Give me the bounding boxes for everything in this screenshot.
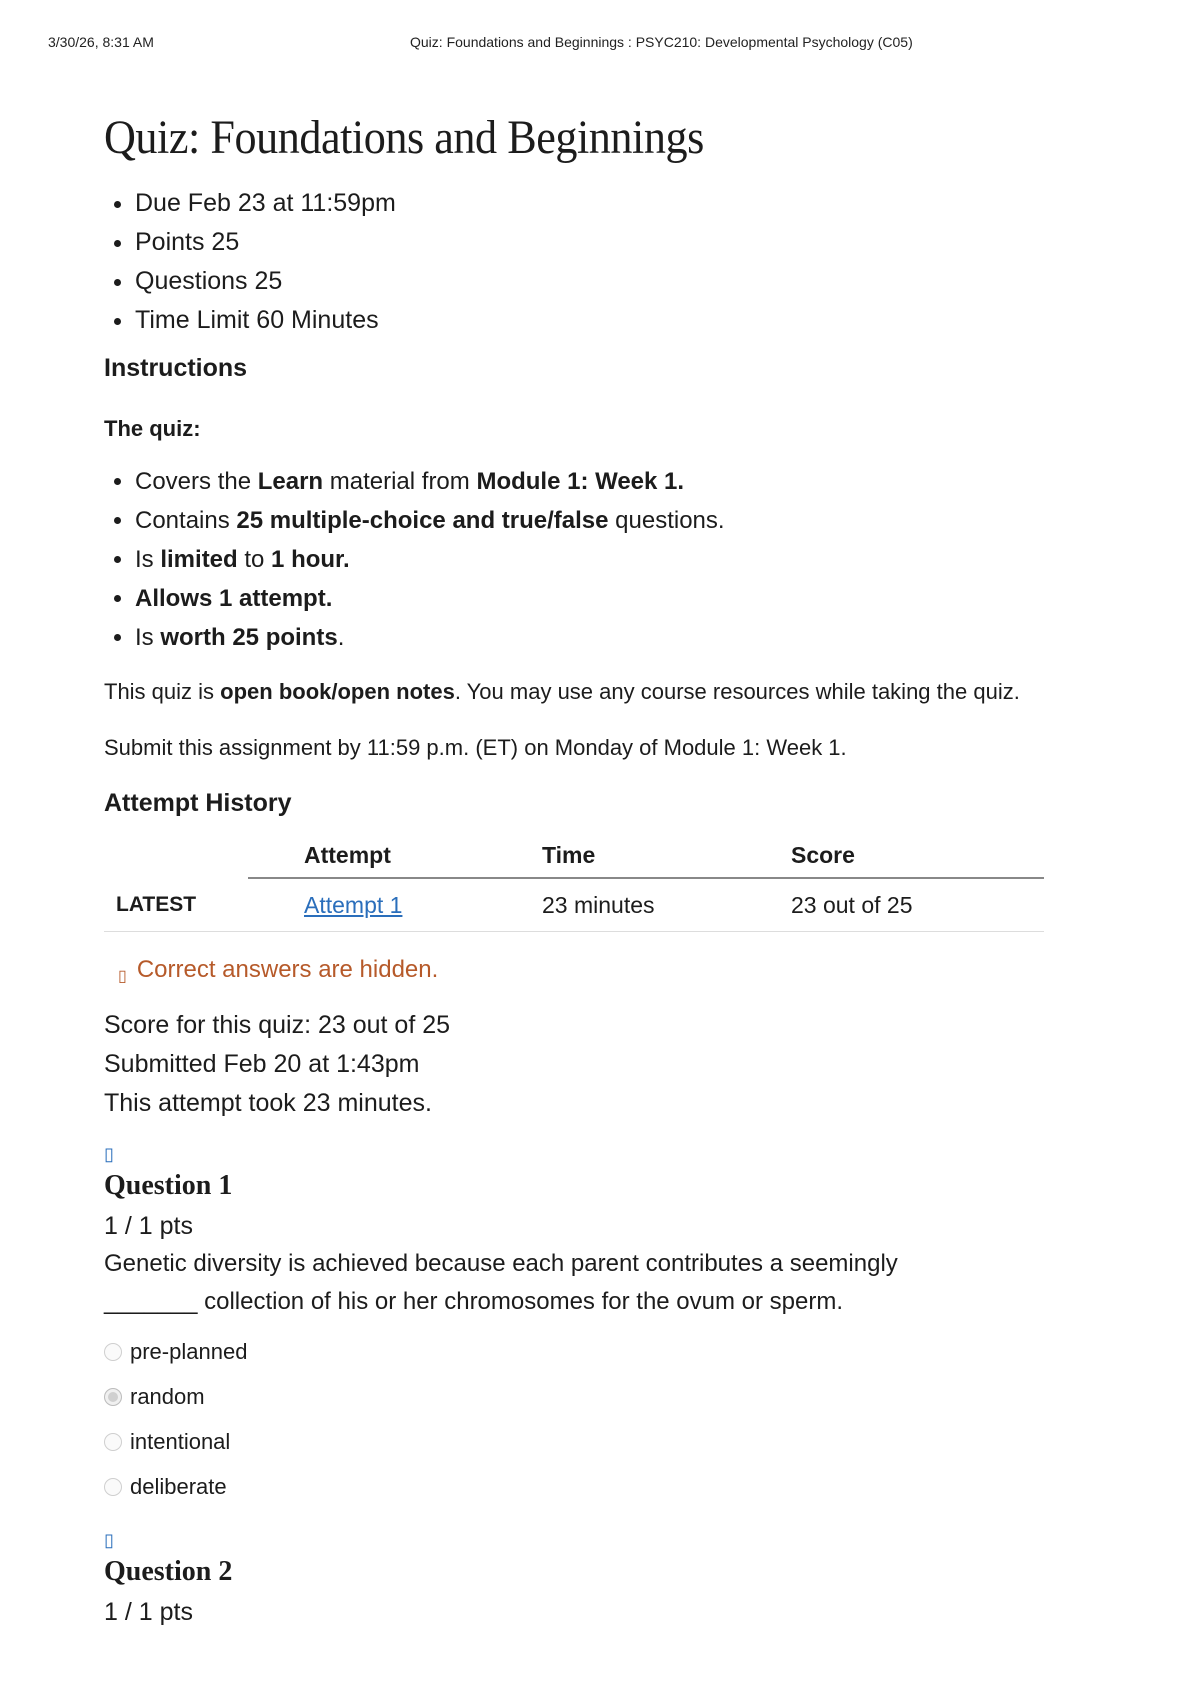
question-title: Question 1: [104, 1170, 233, 1201]
radio-checked-icon[interactable]: [104, 1388, 122, 1406]
rule-emphasis: Learn: [257, 468, 324, 495]
rule-text: Is: [135, 624, 161, 651]
print-header: [0, 34, 1200, 54]
rule-emphasis: worth 25 points: [160, 624, 338, 651]
score-cell: 23 out of 25: [791, 878, 1044, 932]
meta-due: • Due Feb 23 at 11:59pm: [135, 184, 1064, 223]
question-points: 1 / 1 pts: [104, 1212, 193, 1240]
rule-emphasis: Module 1: Week 1.: [476, 468, 685, 495]
rule-emphasis: 25 multiple-choice and true/false: [236, 507, 609, 534]
question-text: Genetic diversity is achieved because each parent contributes a seemingly _______ collection of his or her chromosomes for the ovum or sperm.: [104, 1250, 898, 1315]
rule-emphasis: Allows 1 attempt.: [135, 585, 333, 612]
answer-option[interactable]: [104, 1464, 1064, 1509]
question-2: [104, 1529, 1064, 1631]
rule-text: material from: [323, 468, 477, 495]
submitted-date: Submitted Feb 20 at 1:43pm: [104, 1050, 420, 1078]
attempt-1-link[interactable]: Attempt 1: [304, 891, 403, 918]
header-blank: [104, 833, 248, 878]
answer-options: [104, 1329, 1064, 1509]
option-label: random: [130, 1384, 205, 1409]
rule-text: Covers the: [135, 468, 258, 495]
header-score: Score: [791, 833, 1044, 878]
radio-unchecked-icon[interactable]: [104, 1343, 122, 1361]
meta-time-limit: • Time Limit 60 Minutes: [135, 301, 1064, 340]
eye-icon: ▯: [118, 968, 127, 985]
attempt-cell: [248, 878, 542, 932]
flag-icon[interactable]: ▯: [104, 1530, 114, 1550]
question-title: Question 2: [104, 1556, 233, 1587]
attempt-duration: This attempt took 23 minutes.: [104, 1089, 432, 1117]
meta-points: • Points 25: [135, 223, 1064, 262]
header-time: Time: [542, 833, 791, 878]
option-label: pre-planned: [130, 1339, 248, 1364]
latest-label: LATEST: [104, 878, 248, 932]
rule-text: to: [237, 546, 272, 573]
print-title: Quiz: Foundations and Beginnings : PSYC210: Developmental Psychology (C05): [410, 34, 913, 50]
flag-icon[interactable]: ▯: [104, 1144, 114, 1164]
answer-option[interactable]: [104, 1329, 1064, 1374]
answer-option[interactable]: [104, 1419, 1064, 1464]
rule-text: Contains: [135, 507, 237, 534]
header-attempt: Attempt: [248, 833, 542, 878]
meta-questions: • Questions 25: [135, 262, 1064, 301]
table-header-row: [104, 833, 1044, 878]
print-date: 3/30/26, 8:31 AM: [48, 34, 154, 50]
submit-note: Submit this assignment by 11:59 p.m. (ET) on Monday of Module 1: Week 1.: [104, 735, 847, 760]
rule-attempts: [135, 579, 1064, 618]
rule-text: .: [337, 624, 345, 651]
quiz-meta-list: [104, 184, 1064, 340]
open-book-note: [104, 675, 1064, 709]
answer-option-selected[interactable]: [104, 1374, 1064, 1419]
note-text: . You may use any course resources while taking the quiz.: [454, 679, 1020, 704]
rule-emphasis: 1 hour.: [271, 546, 350, 573]
score-summary: [104, 1006, 1064, 1123]
correct-answers-hidden-notice: [104, 952, 1064, 988]
option-label: intentional: [130, 1429, 231, 1454]
rule-worth: [135, 618, 1064, 657]
quiz-label: The quiz:: [104, 416, 201, 441]
rule-contains: [135, 501, 1064, 540]
rule-emphasis: limited: [160, 546, 238, 573]
option-label: deliberate: [130, 1474, 227, 1499]
radio-unchecked-icon[interactable]: [104, 1433, 122, 1451]
attempt-history-heading: Attempt History: [104, 789, 292, 817]
time-cell: 23 minutes: [542, 878, 791, 932]
hidden-note-text: Correct answers are hidden.: [136, 956, 439, 983]
question-1: [104, 1143, 1064, 1509]
rule-limited: [135, 540, 1064, 579]
table-row: [104, 878, 1044, 932]
note-text: This quiz is: [104, 679, 221, 704]
note-emphasis: open book/open notes: [220, 679, 455, 704]
question-points: 1 / 1 pts: [104, 1598, 193, 1626]
rule-text: Is: [135, 546, 161, 573]
radio-unchecked-icon[interactable]: [104, 1478, 122, 1496]
rule-text: questions.: [608, 507, 725, 534]
page-title: Quiz: Foundations and Beginnings: [104, 111, 704, 164]
rule-covers: [135, 462, 1064, 501]
quiz-score: Score for this quiz: 23 out of 25: [104, 1011, 451, 1039]
attempt-history-table: [104, 833, 1044, 932]
quiz-content: [104, 108, 1064, 1631]
quiz-rules-list: [104, 462, 1064, 657]
instructions-heading: Instructions: [104, 354, 248, 382]
